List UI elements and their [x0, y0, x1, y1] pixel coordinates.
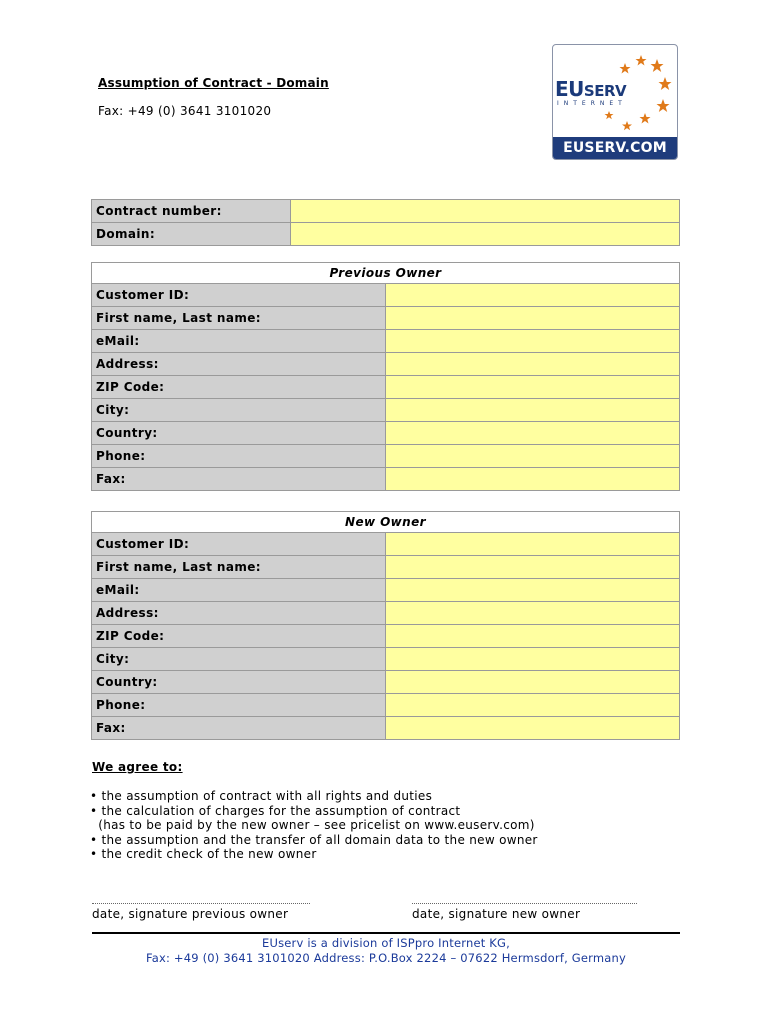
document-title: Assumption of Contract - Domain — [98, 76, 329, 90]
prev-name-field[interactable] — [386, 307, 680, 330]
prev-phone-field[interactable] — [386, 445, 680, 468]
footer-line-1: EUserv is a division of ISPpro Internet KG, — [261, 936, 510, 950]
prev-city-field[interactable] — [386, 399, 680, 422]
list-item: • the calculation of charges for the assumption of contract — [90, 803, 461, 818]
new-name-field[interactable] — [386, 556, 680, 579]
prev-country-label: Country: — [92, 422, 386, 445]
previous-owner-table — [91, 262, 680, 491]
new-fax-label: Fax: — [92, 717, 386, 740]
euserv-logo — [552, 44, 678, 160]
new-zip-label: ZIP Code: — [92, 625, 386, 648]
agreement-list — [90, 789, 538, 862]
new-city-label: City: — [92, 648, 386, 671]
footer-line-2: Fax: +49 (0) 3641 3101020 Address: P.O.Box 2224 – 07622 Hermsdorf, Germany — [145, 951, 627, 965]
prev-address-label: Address: — [92, 353, 386, 376]
domain-field[interactable] — [291, 223, 680, 246]
domain-label: Domain: — [92, 223, 291, 246]
contract-number-label: Contract number: — [92, 200, 291, 223]
new-email-field[interactable] — [386, 579, 680, 602]
prev-zip-field[interactable] — [386, 376, 680, 399]
contract-number-field[interactable] — [291, 200, 680, 223]
prev-zip-label: ZIP Code: — [92, 376, 386, 399]
prev-fax-label: Fax: — [92, 468, 386, 491]
new-owner-table — [91, 511, 680, 740]
new-customer-id-field[interactable] — [386, 533, 680, 556]
prev-fax-field[interactable] — [386, 468, 680, 491]
new-customer-id-label: Customer ID: — [92, 533, 386, 556]
signature-label-new: date, signature new owner — [412, 907, 581, 921]
prev-customer-id-field[interactable] — [386, 284, 680, 307]
list-item: • the assumption and the transfer of all domain data to the new owner — [90, 832, 538, 847]
signature-label-previous: date, signature previous owner — [92, 907, 289, 921]
previous-owner-heading: Previous Owner — [92, 263, 680, 284]
list-item: • the assumption of contract with all rights and duties — [90, 789, 433, 803]
header-fax: Fax: +49 (0) 3641 3101020 — [98, 104, 272, 118]
prev-customer-id-label: Customer ID: — [92, 284, 386, 307]
list-item: • the credit check of the new owner — [90, 847, 317, 862]
prev-city-label: City: — [92, 399, 386, 422]
contract-table — [91, 199, 680, 246]
signature-line-new[interactable] — [412, 903, 637, 904]
agreement-heading: We agree to: — [92, 760, 183, 774]
new-address-field[interactable] — [386, 602, 680, 625]
new-phone-field[interactable] — [386, 694, 680, 717]
prev-name-label: First name, Last name: — [92, 307, 386, 330]
new-owner-heading: New Owner — [92, 512, 680, 533]
prev-country-field[interactable] — [386, 422, 680, 445]
signature-line-previous[interactable] — [92, 903, 310, 904]
new-email-label: eMail: — [92, 579, 386, 602]
new-city-field[interactable] — [386, 648, 680, 671]
logo-wordmark: EUSERV — [555, 77, 627, 101]
prev-email-label: eMail: — [92, 330, 386, 353]
new-phone-label: Phone: — [92, 694, 386, 717]
list-item: (has to be paid by the new owner – see pricelist on www.euserv.com) — [90, 818, 535, 833]
new-zip-field[interactable] — [386, 625, 680, 648]
new-country-label: Country: — [92, 671, 386, 694]
prev-phone-label: Phone: — [92, 445, 386, 468]
prev-address-field[interactable] — [386, 353, 680, 376]
logo-internet: INTERNET — [557, 100, 627, 107]
new-country-field[interactable] — [386, 671, 680, 694]
new-address-label: Address: — [92, 602, 386, 625]
prev-email-field[interactable] — [386, 330, 680, 353]
new-name-label: First name, Last name: — [92, 556, 386, 579]
logo-band: EUSERV.COM — [553, 137, 677, 159]
new-fax-field[interactable] — [386, 717, 680, 740]
footer-divider — [92, 932, 680, 934]
